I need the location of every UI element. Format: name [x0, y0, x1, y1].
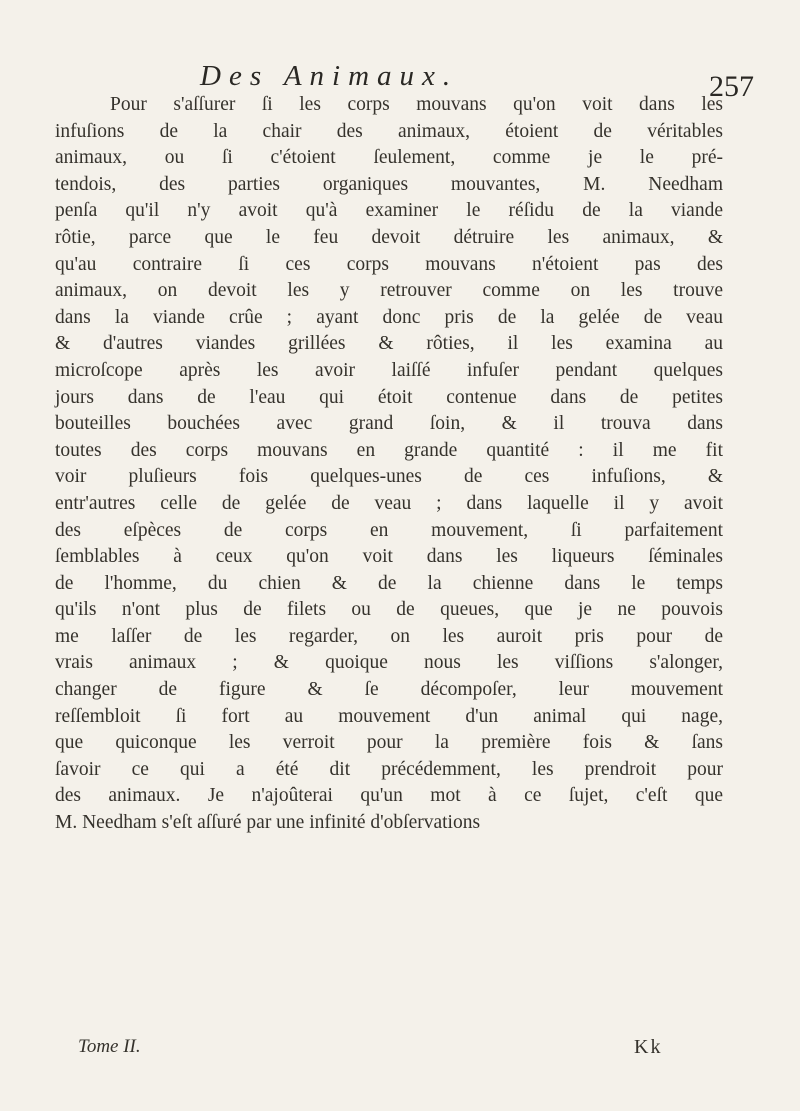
text-line: ſemblables à ceux qu'on voit dans les liqueurs ſéminales: [55, 546, 723, 568]
text-line: des eſpèces de corps en mouvement, ſi parfaitement: [55, 519, 723, 541]
text-line: M. Needham s'eſt aſſuré par une infinité d'obſervations: [55, 812, 481, 834]
text-line: jours dans de l'eau qui étoit contenue dans de petites: [55, 386, 723, 408]
text-line: qu'ils n'ont plus de filets ou de queues, que je ne pouvois: [55, 599, 723, 621]
text-line: voir pluſieurs fois quelques-unes de ces infuſions, &: [55, 466, 723, 488]
text-line: entr'autres celle de gelée de veau ; dans laquelle il y avoit: [55, 492, 723, 514]
text-line: vrais animaux ; & quoique nous les viſſions s'alonger,: [55, 652, 723, 674]
text-line: bouteilles bouchées avec grand ſoin, & il trouva dans: [55, 413, 723, 435]
text-line: ſavoir ce qui a été dit précédemment, les prendroit pour: [55, 758, 723, 780]
text-line: microſcope après les avoir laiſſé infuſer pendant quelques: [55, 359, 723, 381]
text-line: rôtie, parce que le feu devoit détruire les animaux, &: [55, 226, 723, 248]
text-line: dans la viande crûe ; ayant donc pris de la gelée de veau: [55, 306, 723, 328]
text-line: des animaux. Je n'ajoûterai qu'un mot à ce ſujet, c'eſt que: [55, 785, 723, 807]
text-line: Pour s'aſſurer ſi les corps mouvans qu'on voit dans les: [110, 94, 723, 115]
volume-label: Tome II.: [78, 1036, 141, 1057]
text-line: reſſembloit ſi fort au mouvement d'un animal qui nage,: [55, 705, 723, 727]
text-line: changer de figure & ſe décompoſer, leur mouvement: [55, 679, 723, 701]
page-footer: [78, 1036, 698, 1062]
text-line: animaux, ou ſi c'étoient ſeulement, comme je le pré-: [55, 147, 723, 169]
text-line: penſa qu'il n'y avoit qu'à examiner le réſidu de la viande: [55, 200, 723, 222]
text-line: tendois, des parties organiques mouvantes, M. Needham: [55, 173, 723, 195]
text-line: & d'autres viandes grillées & rôties, il les examina au: [55, 333, 723, 355]
text-line: de l'homme, du chien & de la chienne dans le temps: [55, 572, 723, 594]
text-line: animaux, on devoit les y retrouver comme on les trouve: [55, 280, 723, 302]
text-line: qu'au contraire ſi ces corps mouvans n'étoient pas des: [55, 253, 723, 275]
text-line: me laſſer de les regarder, on les auroit pris pour de: [55, 625, 723, 647]
body-text: [55, 92, 723, 837]
text-line: que quiconque les verroit pour la première fois & ſans: [55, 732, 723, 754]
signature-mark: Kk: [634, 1036, 663, 1058]
page-number: 257: [709, 70, 754, 103]
text-line: infuſions de la chair des animaux, étoient de véritables: [55, 120, 723, 142]
running-title: Des Animaux.: [200, 60, 459, 92]
text-line: toutes des corps mouvans en grande quantité : il me fit: [55, 439, 723, 461]
